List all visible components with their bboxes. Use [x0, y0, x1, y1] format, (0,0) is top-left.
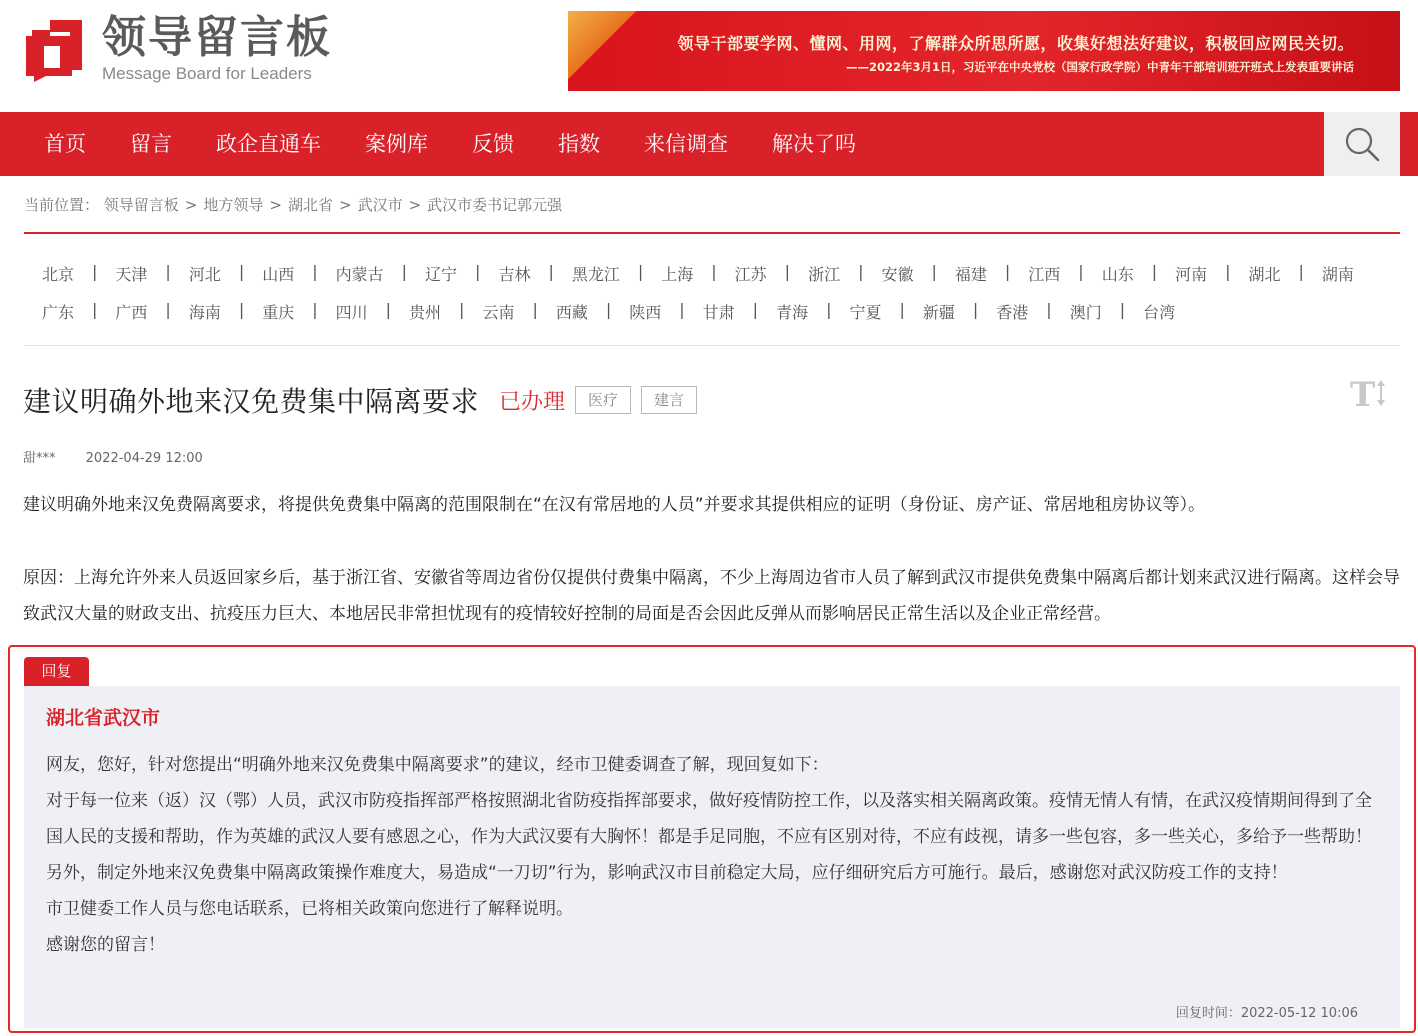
separator: |: [401, 262, 408, 281]
separator: |: [679, 300, 685, 319]
message-title: 建议明确外地来汉免费集中隔离要求: [23, 385, 480, 418]
nav-item-feedback[interactable]: 反馈: [472, 132, 514, 156]
province-link[interactable]: 辽宁: [425, 265, 458, 284]
banner-attribution: ——2022年3月1日，习近平在中央党校（国家行政学院）中青年干部培训班开班式上发表重要讲话: [845, 60, 1354, 74]
search-button[interactable]: [1324, 112, 1400, 176]
slogan-banner: [568, 11, 1400, 91]
province-link[interactable]: 广西: [115, 303, 148, 322]
search-icon: [1343, 125, 1381, 163]
province-link[interactable]: 青海: [776, 303, 809, 322]
separator: |: [312, 262, 318, 281]
separator: |: [92, 300, 98, 319]
reply-from: 湖北省武汉市: [46, 707, 161, 729]
province-link[interactable]: 山西: [262, 265, 295, 284]
province-link[interactable]: 陕西: [629, 303, 662, 322]
province-link[interactable]: 福建: [954, 265, 987, 284]
province-link[interactable]: 内蒙古: [335, 265, 384, 284]
message-reason: 原因：上海允许外来人员返回家乡后，基于浙江省、安徽省等周边省份仅提供付费集中隔离，不少上海周边省市人员了解到武汉市提供免费集中隔离后都计划来武汉进行隔离。这样会导致武汉大量的财政支出、抗疫压力巨大、本地居民非常担忧现有的疫情较好控制的局面是否会因此反弹从而影响居民正常生活以及企业正常经营。: [23, 568, 1400, 624]
separator: |: [238, 262, 245, 281]
province-link[interactable]: 江苏: [734, 265, 767, 284]
message-body: 建议明确外地来汉免费隔离要求，将提供免费集中隔离的范围限制在“在汉有常居地的人员”并要求其提供相应的证明（身份证、房产证、常居地租房协议等）。: [23, 495, 1206, 515]
separator: |: [752, 300, 759, 319]
breadcrumb-item-hubei[interactable]: 湖北省: [287, 196, 333, 214]
province-link[interactable]: 安徽: [881, 265, 914, 284]
nav-item-cases[interactable]: 案例库: [365, 132, 428, 156]
breadcrumb-item-wuhan[interactable]: 武汉市: [357, 196, 403, 214]
nav-item-survey[interactable]: 来信调查: [644, 132, 728, 156]
province-link[interactable]: 河南: [1175, 265, 1208, 284]
separator: |: [385, 300, 392, 319]
divider: [24, 345, 1400, 346]
separator: |: [858, 262, 864, 281]
separator: |: [1078, 262, 1084, 281]
breadcrumb-item-leader[interactable]: 武汉市委书记郭元强: [427, 196, 563, 214]
message-header: [23, 380, 697, 420]
tag-medical[interactable]: 医疗: [575, 386, 631, 414]
reply-time: 回复时间：2022-05-12 10:06: [1175, 1006, 1358, 1021]
main-nav: [0, 112, 1418, 176]
separator: |: [605, 300, 612, 319]
province-link[interactable]: 浙江: [808, 265, 841, 284]
separator: |: [1151, 262, 1158, 281]
province-list-row1: [24, 262, 1372, 285]
province-link[interactable]: 上海: [661, 265, 694, 284]
province-link[interactable]: 山东: [1101, 265, 1134, 284]
province-link[interactable]: 北京: [42, 265, 75, 284]
separator: |: [826, 300, 832, 319]
font-size-button[interactable]: [1350, 376, 1390, 412]
separator: |: [931, 262, 937, 281]
province-link[interactable]: 宁夏: [849, 303, 882, 322]
reply-body: [46, 747, 1376, 963]
province-link[interactable]: 新疆: [922, 303, 955, 322]
nav-item-message[interactable]: 留言: [130, 132, 172, 156]
nav-item-home[interactable]: 首页: [44, 132, 86, 156]
province-link[interactable]: 江西: [1028, 265, 1061, 284]
site-header: [0, 0, 1418, 112]
province-link[interactable]: 吉林: [498, 265, 531, 284]
divider: [24, 232, 1400, 234]
province-link[interactable]: 澳门: [1069, 303, 1102, 322]
logo-title: 领导留言板: [102, 12, 332, 63]
breadcrumb-item-local-leaders[interactable]: 地方领导: [203, 196, 264, 214]
tag-suggestion[interactable]: 建言: [641, 386, 697, 414]
province-link[interactable]: 云南: [482, 303, 515, 322]
status-badge: 已办理: [499, 389, 566, 415]
separator: |: [165, 262, 171, 281]
breadcrumb-prefix: 当前位置：: [24, 196, 100, 214]
nav-item-enterprise[interactable]: 政企直通车: [216, 132, 321, 156]
nav-item-resolved[interactable]: 解决了吗: [772, 132, 856, 156]
separator: |: [165, 300, 171, 319]
province-link[interactable]: 台湾: [1143, 303, 1176, 322]
separator: |: [475, 262, 481, 281]
separator: |: [532, 300, 538, 319]
reply-tag: 回复: [24, 657, 89, 686]
post-date: 2022-04-29 12:00: [85, 451, 203, 466]
province-link[interactable]: 西藏: [555, 303, 588, 322]
separator: |: [637, 262, 644, 281]
site-logo[interactable]: [24, 14, 332, 84]
province-link[interactable]: 广东: [42, 303, 75, 322]
separator: |: [238, 300, 245, 319]
province-list-row2: [24, 300, 1193, 323]
banner-quote: 领导干部要学网、懂网、用网，了解群众所思所愿，收集好想法好建议，积极回应网民关切。: [677, 34, 1354, 53]
province-link[interactable]: 甘肃: [702, 303, 735, 322]
logo-subtitle: Message Board for Leaders: [102, 64, 312, 83]
province-link[interactable]: 四川: [335, 303, 368, 322]
reply-line: 网友，您好，针对您提出“明确外地来汉免费集中隔离要求”的建议，经市卫健委调查了解，现回复如下：: [46, 755, 829, 775]
message-meta: [23, 447, 203, 466]
logo-icon: [24, 16, 88, 82]
province-link[interactable]: 贵州: [409, 303, 442, 322]
province-link[interactable]: 河北: [188, 265, 221, 284]
province-link[interactable]: 天津: [115, 265, 148, 284]
author: 甜***: [23, 451, 56, 466]
reply-line: 市卫健委工作人员与您电话联系，已将相关政策向您进行了解释说明。: [46, 899, 573, 919]
separator: |: [711, 262, 717, 281]
separator: |: [1298, 262, 1304, 281]
separator: |: [312, 300, 318, 319]
separator: |: [92, 262, 98, 281]
separator: |: [1225, 262, 1231, 281]
breadcrumb-item-board[interactable]: 领导留言板: [103, 196, 179, 214]
province-link[interactable]: 海南: [188, 303, 221, 322]
svg-text:T: T: [1350, 376, 1376, 412]
separator: |: [784, 262, 791, 281]
province-link[interactable]: 湖南: [1321, 265, 1354, 284]
separator: |: [459, 300, 465, 319]
reply-line: 感谢您的留言！: [46, 935, 165, 955]
font-size-icon: [1350, 376, 1390, 412]
separator: |: [548, 262, 554, 281]
reply-line: 对于每一位来（返）汉（鄂）人员，武汉市防疫指挥部严格按照湖北省防疫指挥部要求，做好疫情防控工作，以及落实相关隔离政策。疫情无情人有情，在武汉疫情期间得到了全国人民的支援和帮助，作为英雄的武汉人要有感恩之心，作为大武汉要有大胸怀！都是手足同胞，不应有区别对待，不应有歧视，请多一些包容，多一些关心，多给予一些帮助！另外，制定外地来汉免费集中隔离政策操作难度大，易造成“一刀切”行为，影响武汉市目前稳定大局，应仔细研究后方可施行。最后，感谢您对武汉防疫工作的支持！: [46, 791, 1372, 883]
province-link[interactable]: 香港: [996, 303, 1029, 322]
separator: |: [899, 300, 905, 319]
province-link[interactable]: 黑龙江: [571, 265, 620, 284]
separator: |: [972, 300, 979, 319]
province-link[interactable]: 湖北: [1248, 265, 1281, 284]
separator: |: [1004, 262, 1011, 281]
nav-item-index[interactable]: 指数: [558, 132, 600, 156]
breadcrumb: 当前位置： 领导留言板 > 地方领导 > 湖北省 > 武汉市 > 武汉市委书记郭元强: [24, 196, 563, 214]
province-link[interactable]: 重庆: [262, 303, 295, 322]
banner-decoration: [568, 11, 638, 91]
separator: |: [1119, 300, 1126, 319]
separator: |: [1046, 300, 1052, 319]
